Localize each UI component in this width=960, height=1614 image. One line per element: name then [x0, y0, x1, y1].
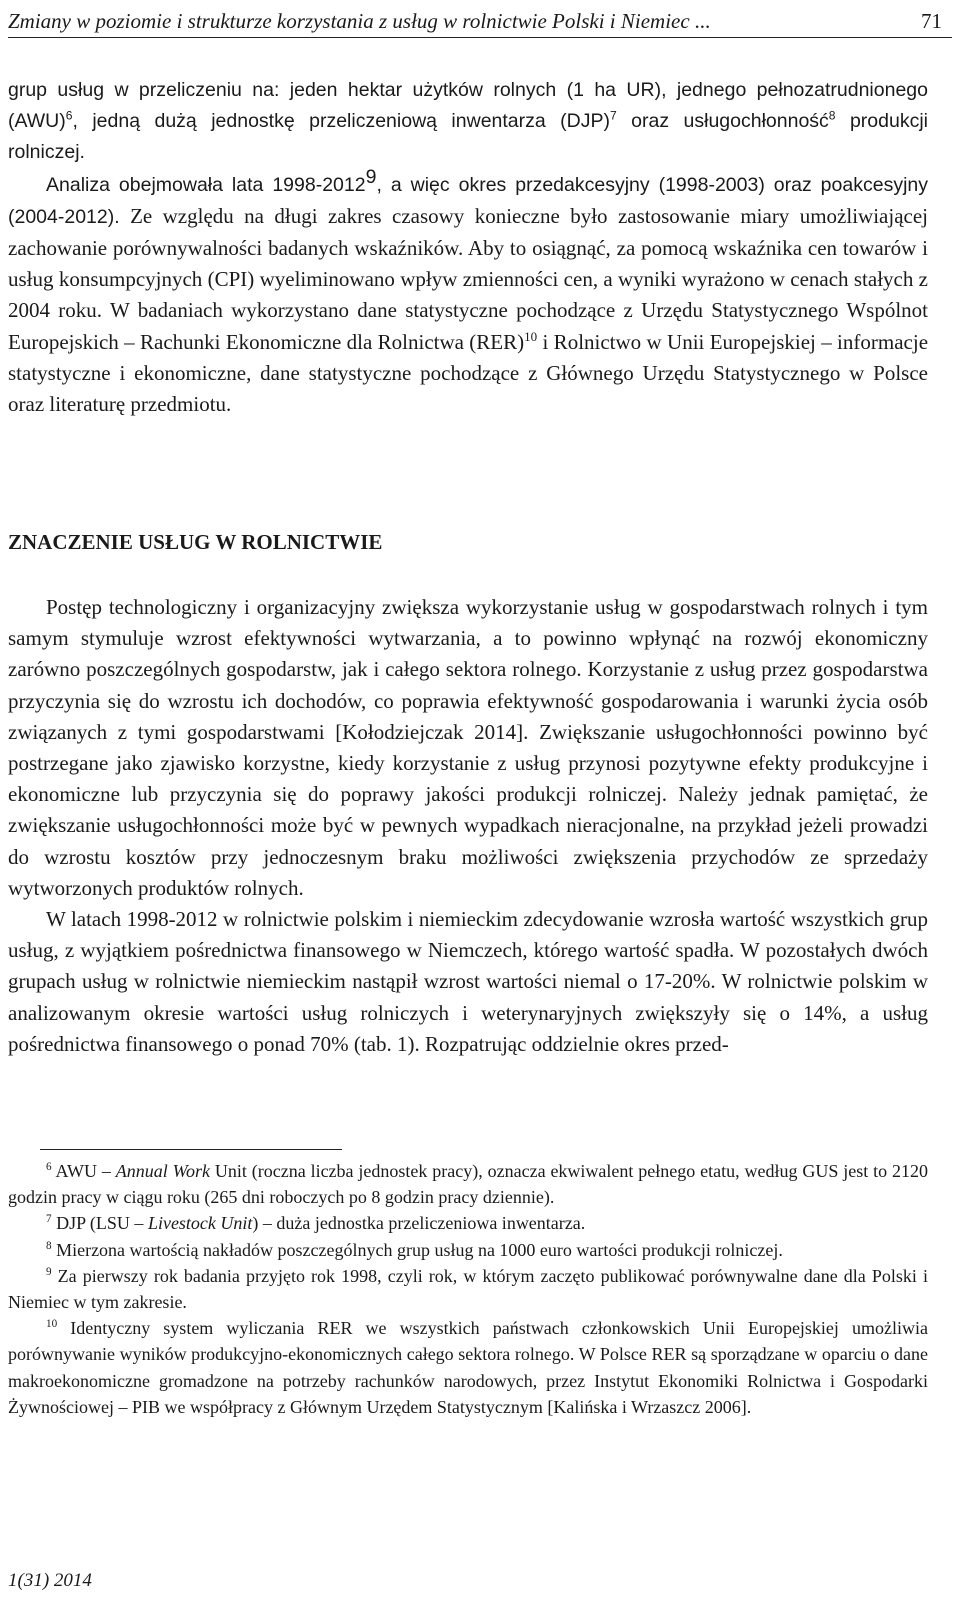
section-heading: ZNACZENIE USŁUG W ROLNICTWIE: [8, 530, 383, 554]
paragraph-indicators: grup usług w przeliczeniu na: jeden hektar użytków rolnych (1 ha UR), jednego pełnozatrudnionego (AWU)$^6$, jedną dużą jednostkę przeliczeniową inwentarza (DJP)$^7$ oraz usługochłonność$^8$ produkcji rolniczej.: [8, 79, 928, 164]
running-title: Zmiany w poziomie i strukturze korzystania z usług w rolnictwie Polski i Niemiec ...: [8, 9, 711, 33]
footnote-6: $^6$ AWU – Annual Work Unit (roczna liczba jednostek pracy), oznacza ekwiwalent pełnego etatu, według GUS jest to 2120 godzin pracy w ciągu roku (265 dni roboczych po 8 godzin pracy dziennie).: [8, 1161, 928, 1208]
services-significance-section: [8, 592, 928, 1060]
paragraph-value-change: W latach 1998-2012 w rolnictwie polskim i niemieckim zdecydowanie wzrosła wartość wszystkich grup usług, z wyjątkiem pośrednictwa finansowego w Niemczech, którego wartość spadła. W pozostałych dwóch grupach usług w rolnictwie niemieckim nastąpił wzrost wartości niemal o 17-20%. W rolnictwie polskim w analizowanym okresie wartości usług rolniczych i weterynaryjnych zwiększyły się o 14%, a usług pośrednictwa finansowego o ponad 70% (tab. 1). Rozpatrując oddzielnie okres przed-: [8, 907, 928, 1056]
footnote-8: $^8$ Mierzona wartością nakładów poszczególnych grup usług na 1000 euro wartości produkcji rolniczej.: [46, 1239, 783, 1260]
footnote-10: $^{10}$ Identyczny system wyliczania RER we wszystkich państwach członkowskich Unii Europejskiej umożliwia porównywanie wyników produkcyjno-ekonomicznych całego sektora rolnego. W Polsce RER są sporządzane w oparciu o dane makroekonomiczne gromadzone na potrzeby rachunków narodowych, przez Instytut Ekonomiki Rolnictwa i Gospodarki Żywnościowej – PIB we współpracy z Głównym Urzędem Statystycznym [Kalińska i Wrzaszcz 2006].: [8, 1318, 928, 1417]
footnote-ref-8[interactable]: 8: [828, 108, 836, 123]
footnote-7: $^7$ DJP (LSU – Livestock Unit) – duża jednostka przeliczeniowa inwentarza.: [46, 1213, 586, 1234]
running-header: [8, 2, 952, 38]
footnote-9: $^9$ Za pierwszy rok badania przyjęto rok 1998, czyli rok, w którym zaczęto publikować porównywalne dane dla Polski i Niemiec w tym zakresie.: [8, 1265, 928, 1313]
footnote-ref-7[interactable]: 7: [610, 108, 617, 123]
footnote-ref-6[interactable]: 6: [65, 108, 73, 123]
paragraph-analysis-period: Analiza obejmowała lata 1998-2012$^9$, a więc okres przedakcesyjny (1998-2003) oraz poakcesyjny (2004-2012). Ze względu na długi zakres czasowy konieczne było zastosowanie miary umożliwiającej zachowanie porównywalności badanych wskaźników. Aby to osiągnąć, za pomocą wskaźnika cen towarów i usług konsumpcyjnych (CPI) wyeliminowano wpływ zmienności cen, a wyniki wyrażono w cenach stałych z 2004 roku. W badaniach wykorzystano dane statystyczne pochodzące z Urzędu Statystycznego Wspólnot Europejskich – Rachunki Ekonomiczne dla Rolnictwa (RER)$^{10}$ i Rolnictwo w Unii Europejskiej – informacje statystyczne i ekonomiczne, dane statystyczne pochodzące z Głównego Urzędu Statystycznego w Polsce oraz literaturę przedmiotu.: [8, 165, 929, 417]
footnotes: [8, 1158, 928, 1420]
footnote-ref-9[interactable]: 9: [365, 165, 377, 188]
page-number: 71: [921, 9, 942, 33]
issue-footer: 1(31) 2014: [8, 1570, 92, 1591]
footnote-separator: [40, 1149, 342, 1150]
footnote-ref-10[interactable]: 10: [524, 328, 538, 344]
paragraph-technological-progress: Postęp technologiczny i organizacyjny zwiększa wykorzystanie usług w gospodarstwach rolnych i tym samym stymuluje wzrost efektywności wytwarzania, a to powinno wpłynąć na rozwój ekonomiczny zarówno poszczególnych gospodarstw, jak i całego sektora rolnego. Korzystanie z usług przez gospodarstwa przyczynia się do wzrostu ich dochodów, co poprawia efektywność gospodarowania i warunki życia osób związanych z tymi gospodarstwami [Kołodziejczak 2014]. Zwiększanie usługochłonności powinno być postrzegane jako zjawisko korzystne, kiedy korzystanie z usług przynosi pozytywne efekty produkcyjne i ekonomiczne lub przyczynia się do poprawy jakości produkcji rolniczej. Należy jednak pamiętać, że zwiększanie usługochłonności może być w pewnych wypadkach nieracjonalne, na przykład jeżeli prowadzi do wzrostu kosztów przy jednoczesnym braku możliwości zwiększenia przychodów ze sprzedaży wytworzonych produktów rolnych.: [8, 595, 928, 900]
methodology-section: [8, 75, 928, 420]
